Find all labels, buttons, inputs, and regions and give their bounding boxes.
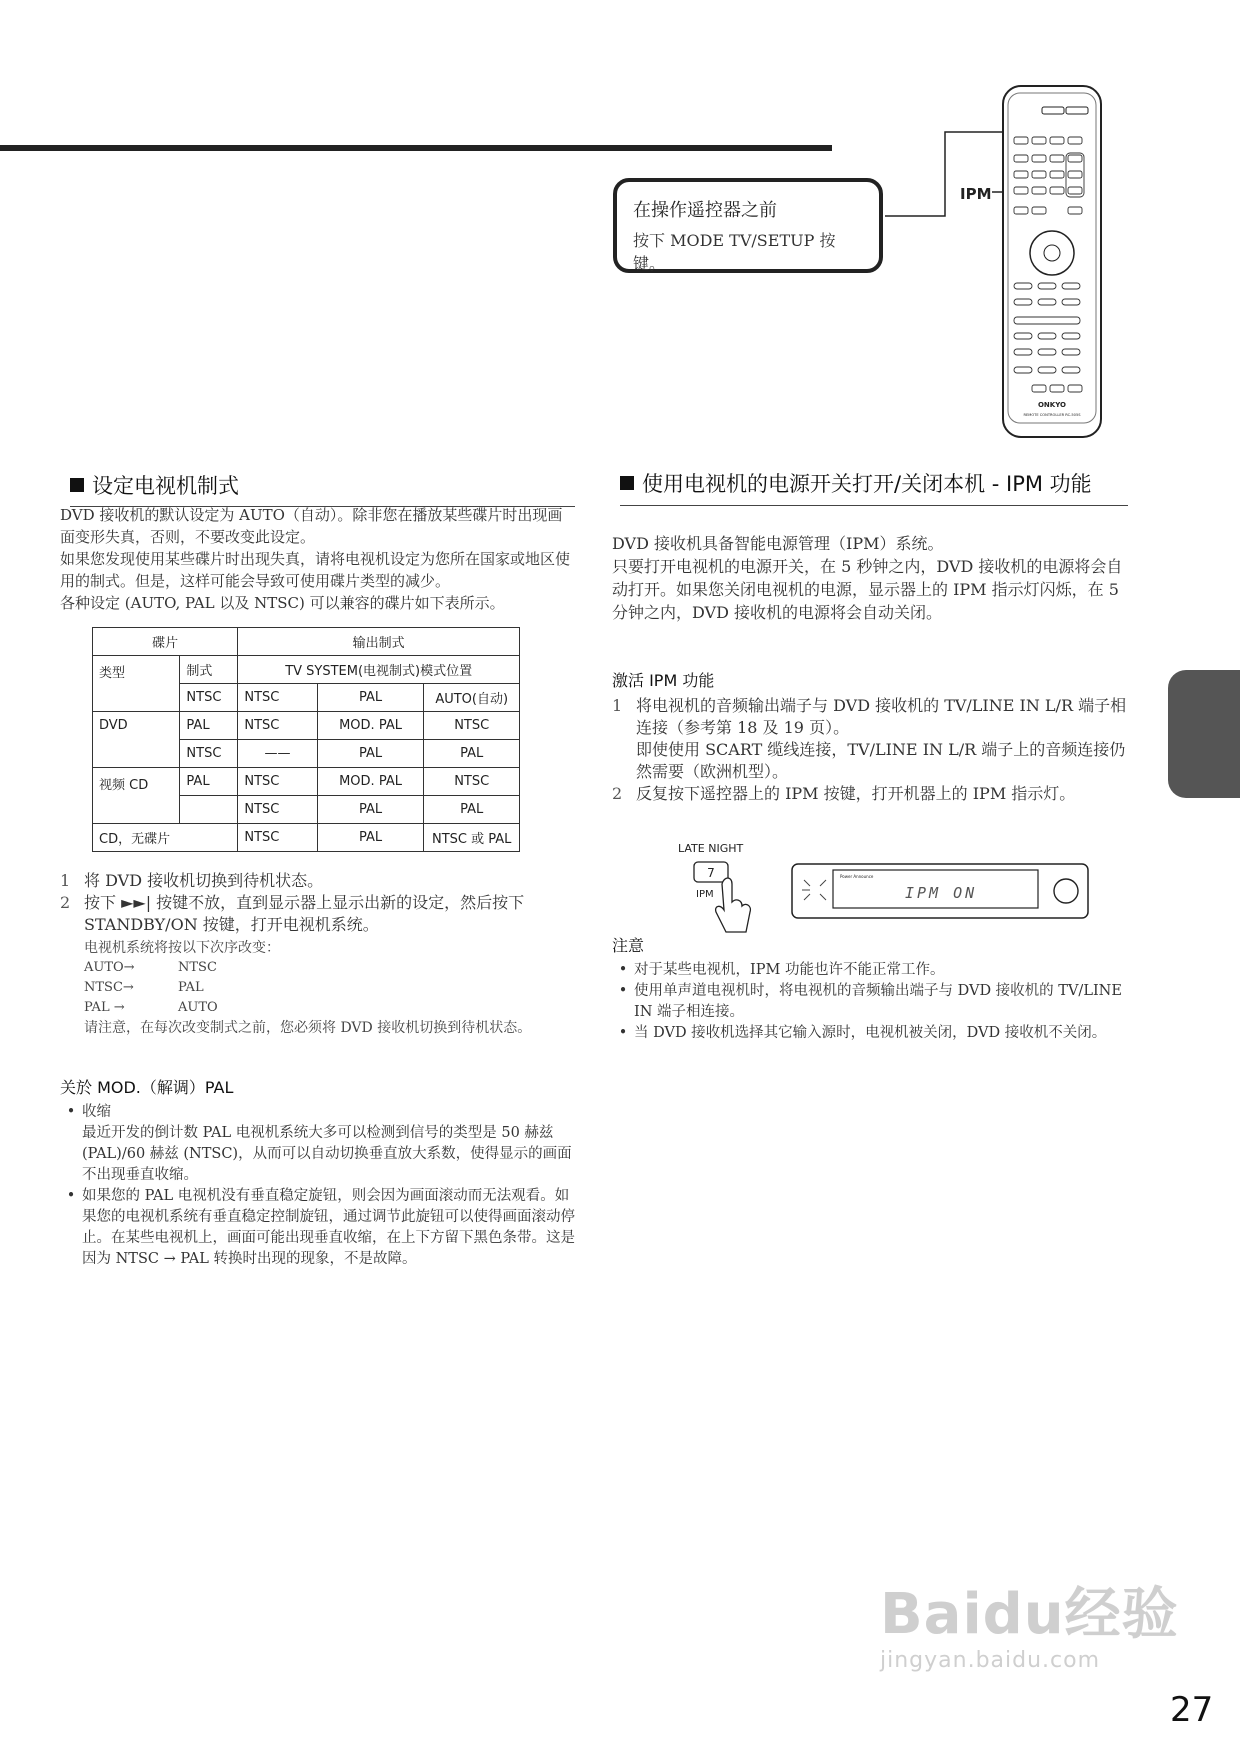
sequence-note: 请注意，在每次改变制式之前，您必须将 DVD 接收机切换到待机状态。: [84, 1020, 532, 1036]
table-header: 输出制式: [238, 628, 520, 656]
tv-system-steps: [60, 870, 580, 1038]
bullet-dot-icon: •: [66, 1188, 76, 1204]
baidu-watermark: [880, 1570, 1179, 1673]
sequence-from: PAL →: [84, 1000, 125, 1015]
ipm-tag: IPM: [960, 185, 992, 203]
note-text: 当 DVD 接收机选择其它输入源时，电视机被关闭，DVD 接收机不关闭。: [634, 1025, 1107, 1041]
bullet-item: [60, 1102, 580, 1186]
remote-brand: ONKYO: [1037, 401, 1067, 409]
table-cell: ——: [238, 740, 317, 768]
table-cell: DVD: [93, 712, 180, 768]
table-header: TV SYSTEM(电视制式)模式位置: [238, 656, 520, 684]
step-item: [612, 783, 1132, 805]
remote-control-illustration: [1002, 85, 1102, 438]
table-row: [93, 768, 520, 796]
intro-paragraph: 只要打开电视机的电源开关，在 5 秒钟之内，DVD 接收机的电源将会自动打开。如果您关闭电视机的电源，显示器上的 IPM 指示灯闪烁，在 5 分钟之内，DVD 接收机的电源将会自动关闭。: [612, 557, 1123, 622]
late-night-label: LATE NIGHT: [678, 842, 744, 855]
table-cell: CD，无碟片: [93, 824, 238, 852]
chapter-side-tab: [1168, 670, 1240, 798]
table-cell: NTSC: [238, 684, 317, 712]
section-title-tv-system: 设定电视机制式: [70, 470, 575, 507]
table-cell: PAL: [317, 824, 424, 852]
table-header: 制式: [180, 656, 238, 684]
table-cell: PAL: [180, 768, 238, 796]
bullet-item: [60, 1186, 580, 1270]
step-text: 反复按下遥控器上的 IPM 按键，打开机器上的 IPM 指示灯。: [636, 784, 1076, 803]
step-text: 将电视机的音频输出端子与 DVD 接收机的 TV/LINE IN L/R 端子相连接（参考第 18 及 19 页）。: [636, 696, 1127, 737]
table-cell: NTSC: [238, 824, 317, 852]
bullet-dot-icon: •: [618, 962, 628, 978]
sequence-to: NTSC: [178, 960, 217, 975]
intro-paragraph: 如果您发现使用某些碟片时出现失真，请将电视机设定为您所在国家或地区使用的制式。但是，这样可能会导致可使用碟片类型的减少。: [60, 550, 571, 590]
bullet-dot-icon: •: [66, 1104, 76, 1120]
watermark-main: Baidu经验: [880, 1582, 1179, 1647]
step-text: 将 DVD 接收机切换到待机状态。: [84, 871, 324, 890]
step-item: [612, 695, 1132, 783]
square-bullet-icon: [620, 476, 634, 490]
step-subtext: 即使使用 SCART 缆线连接，TV/LINE IN L/R 端子上的音频连接仍然需要（欧洲机型）。: [636, 740, 1126, 781]
section-title-ipm: 使用电视机的电源开关打开/关闭本机 - IPM 功能: [620, 470, 1128, 506]
page-number: 27: [1170, 1690, 1214, 1730]
bullet-text: 如果您的 PAL 电视机没有垂直稳定旋钮，则会因为画面滚动而无法观看。如果您的电视机系统有垂直稳定控制旋钮，通过调节此旋钮可以使得画面滚动停止。在某些电视机上，画面可能出现垂直收缩，在上下方留下黑色条带。这是因为 NTSC → PAL 转换时出现的现象，不是故障。: [82, 1188, 575, 1267]
ipm-figure: [670, 840, 1095, 940]
table-cell: NTSC: [424, 712, 520, 740]
square-bullet-icon: [70, 478, 84, 492]
table-row: [93, 628, 520, 656]
table-cell: 视频 CD: [93, 768, 180, 824]
callout-title: 在操作遥控器之前: [633, 200, 777, 221]
table-row: [93, 712, 520, 740]
bullet-dot-icon: •: [618, 1025, 628, 1041]
table-cell: NTSC: [180, 740, 238, 768]
bullet-dot-icon: •: [618, 983, 628, 999]
watermark-sub: jingyan.baidu.com: [880, 1648, 1101, 1673]
notes-title: 注意: [612, 936, 645, 955]
display-text: IPM ON: [905, 884, 978, 902]
sequence-row: [84, 978, 580, 998]
notes-section: [612, 933, 1132, 1044]
table-header: 类型: [93, 656, 180, 712]
mod-pal-title: 关於 MOD.（解调）PAL: [60, 1078, 234, 1097]
activate-title: 激活 IPM 功能: [612, 671, 715, 690]
intro-paragraph: DVD 接收机具备智能电源管理（IPM）系统。: [612, 534, 944, 553]
step-number: 2: [60, 893, 71, 912]
table-row: [93, 656, 520, 684]
table-cell: NTSC 或 PAL: [424, 824, 520, 852]
table-cell: NTSC: [238, 768, 317, 796]
bullet-head: 收缩: [82, 1104, 111, 1120]
step-number: 2: [612, 784, 623, 803]
note-item: [612, 981, 1132, 1023]
mod-pal-section: [60, 1075, 580, 1270]
note-text: 使用单声道电视机时，将电视机的音频输出端子与 DVD 接收机的 TV/LINE IN 端子相连接。: [634, 983, 1122, 1020]
sequence-row: [84, 998, 580, 1018]
step-item: [60, 870, 580, 892]
step-number: 1: [612, 696, 623, 715]
table-cell: NTSC: [238, 796, 317, 824]
table-cell: PAL: [317, 740, 424, 768]
note-text: 对于某些电视机，IPM 功能也许不能正常工作。: [634, 962, 945, 978]
sequence-row: [84, 958, 580, 978]
remote-model: REMOTE CONTROLLER RC-505S: [1023, 413, 1081, 417]
step-text: 按下 ►►| 按键不放，直到显示器上显示出新的设定，然后按下 STANDBY/ON 按键，打开电视机系统。: [84, 893, 525, 934]
pointing-hand-icon: [716, 878, 751, 932]
table-cell: PAL: [317, 684, 424, 712]
note-item: [612, 960, 1132, 981]
table-cell: NTSC: [238, 712, 317, 740]
table-cell: PAL: [180, 712, 238, 740]
ipm-key-label: IPM: [696, 889, 714, 900]
table-cell: MOD. PAL: [317, 768, 424, 796]
intro-paragraph: DVD 接收机的默认设定为 AUTO（自动）。除非您在播放某些碟片时出现画面变形失真，否则，不要改变此设定。: [60, 506, 563, 546]
table-cell: NTSC: [180, 684, 238, 712]
sequence-to: PAL: [178, 980, 204, 995]
activate-ipm-section: [612, 668, 1132, 805]
step-number: 1: [60, 871, 71, 890]
compatibility-table: [92, 627, 520, 852]
step-item: [60, 892, 580, 936]
bullet-text: 最近开发的倒计数 PAL 电视机系统大多可以检测到信号的类型是 50 赫兹 (PAL)/60 赫兹 (NTSC)，从而可以自动切换垂直放大系数，使得显示的画面不出现垂直收缩。: [82, 1125, 572, 1183]
table-row: [93, 824, 520, 852]
note-item: [612, 1023, 1132, 1044]
callout-text: 按下 MODE TV/SETUP 按键。: [633, 231, 836, 273]
sequence-from: AUTO→: [84, 960, 135, 975]
sequence-to: AUTO: [178, 1000, 218, 1015]
intro-paragraph: 各种设定 (AUTO, PAL 以及 NTSC) 可以兼容的碟片如下表所示。: [60, 594, 505, 612]
indicator-label: Power Announce: [840, 874, 874, 879]
sequence-intro: 电视机系统将按以下次序改变：: [84, 940, 280, 956]
ipm-key-number: 7: [707, 866, 715, 880]
table-header: 碟片: [93, 628, 238, 656]
table-cell: NTSC: [424, 768, 520, 796]
ipm-intro: [612, 532, 1132, 624]
table-cell: PAL: [317, 796, 424, 824]
tv-system-intro: [60, 504, 575, 614]
table-cell: [180, 796, 238, 824]
table-cell: PAL: [424, 740, 520, 768]
table-cell: AUTO(自动): [424, 684, 520, 712]
sequence-from: NTSC→: [84, 980, 134, 995]
table-cell: MOD. PAL: [317, 712, 424, 740]
table-cell: PAL: [424, 796, 520, 824]
